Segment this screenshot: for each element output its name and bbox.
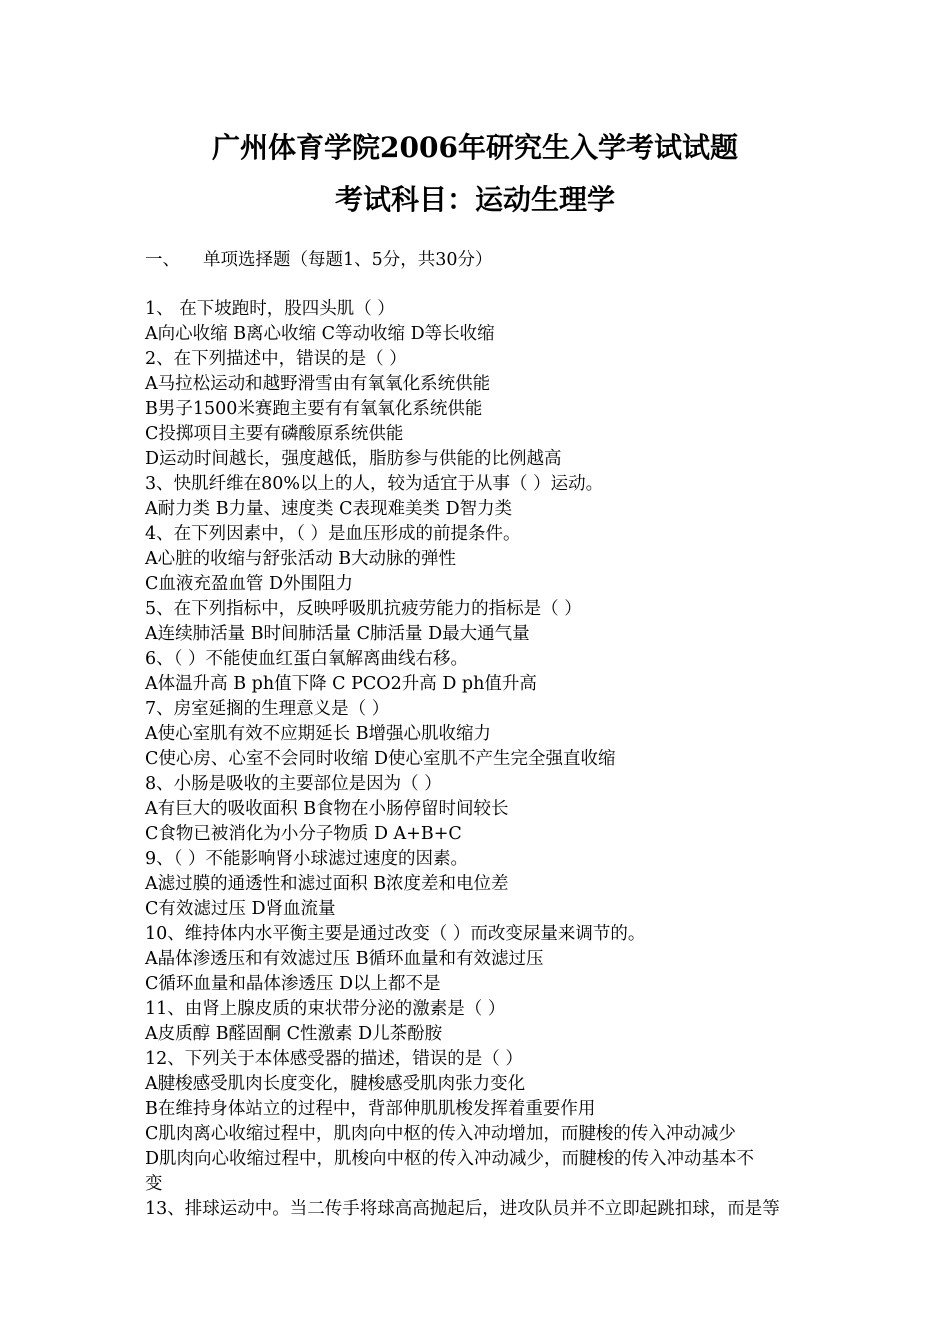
question-line: A向心收缩 B离心收缩 C等动收缩 D等长收缩 <box>145 324 495 344</box>
exam-subject: 考试科目：运动生理学 <box>334 183 615 216</box>
question-line: C血液充盈血管 D外围阻力 <box>145 574 353 594</box>
question-line: 7、房室延搁的生理意义是（ ） <box>145 699 390 719</box>
section-number: 一、 <box>145 250 180 270</box>
question-line: 10、维持体内水平衡主要是通过改变（ ）而改变尿量来调节的。 <box>145 924 646 944</box>
exam-title: 广州体育学院2006年研究生入学考试试题 <box>212 131 738 164</box>
question-line: C肌肉离心收缩过程中，肌肉向中枢的传入冲动增加，而腱梭的传入冲动减少 <box>145 1124 736 1144</box>
question-line: A晶体渗透压和有效滤过压 B循环血量和有效滤过压 <box>145 949 544 969</box>
section-heading-text: 单项选择题（每题1、5分，共30分） <box>203 250 493 270</box>
question-line: A滤过膜的通透性和滤过面积 B浓度差和电位差 <box>145 874 509 894</box>
question-line: A体温升高 B ph值下降 C PCO2升高 D ph值升高 <box>145 674 537 694</box>
question-line: A马拉松运动和越野滑雪由有氧氧化系统供能 <box>145 374 491 394</box>
question-line: 1、 在下坡跑时，股四头肌（ ） <box>145 299 395 319</box>
question-line: 6、（ ）不能使血红蛋白氧解离曲线右移。 <box>145 649 468 669</box>
question-line: C使心房、心室不会同时收缩 D使心室肌不产生完全强直收缩 <box>145 749 616 769</box>
section-heading <box>145 248 493 272</box>
question-line: D运动时间越长，强度越低，脂肪参与供能的比例越高 <box>145 449 562 469</box>
question-line: 3、快肌纤维在80%以上的人，较为适宜于从事（ ）运动。 <box>145 474 604 494</box>
question-line: D肌肉向心收缩过程中，肌梭向中枢的传入冲动减少，而腱梭的传入冲动基本不 <box>145 1149 755 1169</box>
question-line: 4、在下列因素中，（ ）是血压形成的前提条件。 <box>145 524 521 544</box>
question-line: A腱梭感受肌肉长度变化，腱梭感受肌肉张力变化 <box>145 1074 526 1094</box>
question-line: 8、小肠是吸收的主要部位是因为（ ） <box>145 774 442 794</box>
question-line: C投掷项目主要有磷酸原系统供能 <box>145 424 404 444</box>
question-line: 13、排球运动中。当二传手将球高高抛起后，进攻队员并不立即起跳扣球，而是等 <box>145 1199 780 1219</box>
question-line: B男子1500米赛跑主要有有氧氧化系统供能 <box>145 399 483 419</box>
question-line: 变 <box>145 1174 163 1194</box>
question-line: 2、在下列描述中，错误的是（ ） <box>145 349 407 369</box>
question-line: A使心室肌有效不应期延长 B增强心肌收缩力 <box>145 724 492 744</box>
question-line: 11、由肾上腺皮质的束状带分泌的激素是（ ） <box>145 999 506 1019</box>
question-line: C有效滤过压 D肾血流量 <box>145 899 336 919</box>
question-line: C循环血量和晶体渗透压 D以上都不是 <box>145 974 441 994</box>
question-line: A皮质醇 B醛固酮 C性激素 D儿茶酚胺 <box>145 1024 443 1044</box>
question-line: C食物已被消化为小分子物质 D A+B+C <box>145 824 462 844</box>
question-line: A耐力类 B力量、速度类 C表现难美类 D智力类 <box>145 499 513 519</box>
question-line: A心脏的收缩与舒张活动 B大动脉的弹性 <box>145 549 457 569</box>
question-line: A连续肺活量 B时间肺活量 C肺活量 D最大通气量 <box>145 624 530 644</box>
question-list <box>145 297 815 1222</box>
question-line: A有巨大的吸收面积 B食物在小肠停留时间较长 <box>145 799 509 819</box>
question-line: 5、在下列指标中，反映呼吸肌抗疲劳能力的指标是（ ） <box>145 599 582 619</box>
question-line: 9、（ ）不能影响肾小球滤过速度的因素。 <box>145 849 468 869</box>
question-line: B在维持身体站立的过程中，背部伸肌肌梭发挥着重要作用 <box>145 1099 596 1119</box>
question-line: 12、下列关于本体感受器的描述，错误的是（ ） <box>145 1049 523 1069</box>
